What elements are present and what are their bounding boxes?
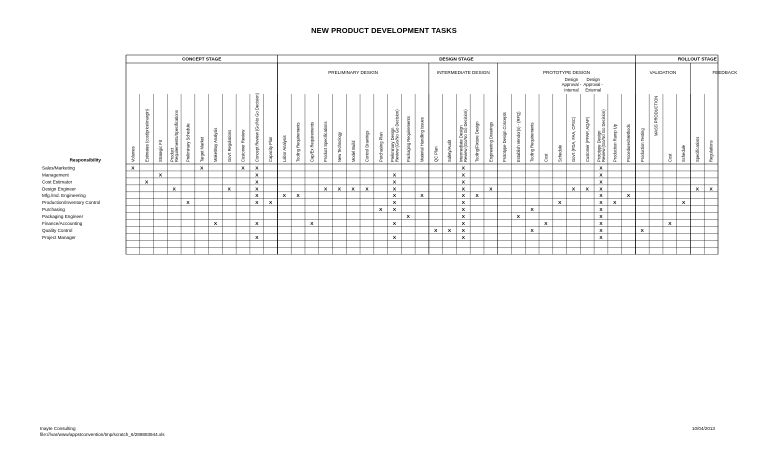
task-mark: X	[310, 222, 314, 227]
stage-label: ROLLOUT STAGE	[677, 56, 717, 62]
column-header: New Technology	[336, 132, 342, 162]
responsibility-label: Responsibility	[69, 157, 101, 163]
row-label: Production/Inventory Control	[42, 200, 101, 206]
task-mark: X	[255, 166, 259, 172]
task-mark: X	[461, 201, 465, 207]
task-mark: X	[255, 180, 259, 186]
column-header: Purchasing Plan	[378, 132, 384, 162]
task-mark: X	[626, 194, 631, 200]
phase-label: PRELIMINARY DESIGN	[328, 70, 379, 75]
column-header: Cap/Ex Requirements	[309, 121, 315, 162]
column-header-line: Product	[169, 147, 175, 162]
stage-label: DESIGN STAGE	[439, 56, 474, 62]
task-mark: X	[392, 201, 397, 207]
task-mark: X	[268, 201, 273, 207]
task-mark: X	[255, 187, 259, 193]
phase-label: INTERMEDIATE DESIGN	[436, 70, 490, 75]
column-header: Labor Analysis	[281, 135, 287, 162]
task-mark: X	[158, 173, 163, 179]
task-mark: X	[406, 215, 410, 221]
row-label: Design Engineer	[42, 186, 76, 192]
task-mark: X	[530, 228, 534, 234]
task-mark: X	[681, 201, 686, 207]
column-header-line: Intermediate Design	[458, 125, 464, 162]
column-header: Strategic Fit	[158, 140, 164, 162]
page-title: NEW PRODUCT DEVELOPMENT TASKS	[311, 26, 457, 35]
column-header: Schedule	[681, 144, 687, 162]
task-mark: X	[599, 222, 603, 227]
task-mark: X	[475, 194, 479, 200]
task-mark: X	[379, 208, 383, 214]
task-mark: X	[392, 222, 397, 227]
task-mark: X	[599, 180, 603, 186]
task-mark: X	[296, 194, 300, 200]
task-mark: X	[530, 208, 534, 214]
approval-external-label: Design	[586, 77, 600, 82]
column-header: Gov't (FDA, FAA, CPSC)	[571, 116, 577, 162]
task-mark: X	[516, 215, 520, 221]
task-mark: X	[461, 180, 465, 186]
task-mark: X	[447, 228, 452, 234]
column-header: Regulations	[708, 140, 714, 162]
task-mark: X	[324, 187, 328, 193]
column-header: Prototype Design Concepts	[502, 112, 508, 162]
column-header: Preliminary Schedule	[185, 123, 191, 162]
approval-external-label: Approval -	[583, 82, 604, 88]
row-label: Quality Control	[42, 227, 73, 233]
column-header: Cost	[543, 153, 549, 162]
task-mark: X	[695, 187, 699, 193]
task-mark: X	[599, 201, 603, 207]
column-header: Model Build	[350, 140, 356, 162]
task-mark: X	[172, 187, 176, 193]
task-mark: X	[640, 228, 644, 234]
row-label: Finance/Accounting	[42, 221, 83, 226]
task-mark: X	[599, 187, 603, 193]
row-label: Purchasing	[42, 207, 65, 213]
task-mark: X	[461, 228, 465, 234]
task-mark: X	[392, 180, 397, 186]
approval-external-label: External	[585, 87, 602, 93]
row-label: Management	[42, 172, 69, 178]
phase-label: VALIDATION	[649, 70, 677, 75]
column-header: Packaging Requirements	[405, 116, 411, 162]
task-mark: X	[461, 222, 465, 227]
task-mark: X	[599, 166, 603, 172]
column-header: Procedures/Methods	[626, 124, 632, 162]
footer-date: 10/04/2013	[692, 426, 715, 431]
column-header: Specifications	[694, 136, 700, 162]
task-mark: X	[255, 173, 259, 179]
row-label: Project Manager	[42, 234, 76, 240]
row-label: Sales/Marketing	[42, 165, 75, 171]
column-header-line: Review (Go/No Go Decision)	[394, 109, 400, 162]
column-header-line: Preliminary Design	[389, 127, 395, 162]
task-mark: X	[461, 235, 465, 241]
column-header: Gov't Regulations	[226, 129, 232, 162]
footer-source	[40, 426, 165, 438]
task-mark: X	[489, 187, 493, 193]
column-header-line: Review (Go/No Go Decision)	[463, 109, 469, 162]
column-header: Control Drawings	[364, 130, 370, 162]
task-mark: X	[599, 173, 603, 179]
footer-company: Inayte Consulting	[40, 426, 76, 431]
task-mark: X	[227, 187, 231, 193]
row-label: Packaging Engineer	[42, 214, 84, 220]
task-mark: X	[392, 187, 397, 193]
task-mark: X	[613, 201, 617, 207]
phase-label: PROTOTYPE DESIGN	[542, 70, 591, 75]
task-mark: X	[282, 194, 286, 200]
task-mark: X	[461, 173, 465, 179]
phase-label: FEEDBACK	[712, 70, 738, 75]
task-mark: X	[131, 166, 135, 172]
task-mark: X	[599, 228, 603, 234]
task-mark: X	[461, 208, 465, 214]
row-label: Cost Estimator	[42, 179, 73, 185]
column-header-line: Review (Go/No Go Decision)	[600, 109, 606, 162]
column-header	[390, 109, 399, 162]
column-header: MASS PRODUCTION	[653, 95, 659, 136]
task-mark: X	[461, 215, 465, 221]
column-header: Tooling Requirements	[529, 122, 535, 162]
task-mark: X	[461, 187, 465, 193]
task-mark: X	[255, 201, 259, 207]
task-mark: X	[255, 235, 259, 241]
column-header: Customer Review	[240, 129, 246, 162]
column-header: Material Handling Issues	[419, 117, 425, 162]
approval-internal-label: Design	[564, 77, 579, 82]
column-header: Target Market	[199, 136, 205, 162]
task-mark: X	[365, 187, 369, 193]
column-header	[596, 109, 605, 162]
task-mark: X	[392, 173, 397, 179]
column-header: Production Testing	[639, 128, 645, 162]
task-mark: X	[351, 187, 355, 193]
task-mark: X	[599, 235, 603, 241]
column-header: Schedule	[557, 144, 563, 162]
task-mark: X	[392, 208, 397, 214]
task-mark: X	[420, 194, 424, 200]
task-mark: X	[599, 208, 603, 214]
approval-internal-label: Internal	[564, 87, 579, 93]
task-mark: X	[392, 194, 397, 200]
task-mark: X	[392, 235, 397, 241]
column-header: Establish Vendor(s) - (RFQ)	[515, 111, 521, 162]
task-mark: X	[145, 180, 149, 186]
task-mark: X	[558, 201, 562, 207]
footer-file-path: file:///var/www/appstconvention/tmp/scratch_6/288883944.xls	[40, 432, 165, 437]
column-header-line: Requirements/Specifications	[173, 110, 179, 162]
task-mark: X	[668, 222, 672, 227]
task-mark: X	[599, 194, 603, 200]
column-header	[170, 110, 179, 162]
column-header	[459, 109, 468, 162]
task-mark: X	[544, 222, 548, 227]
column-header: Cost	[667, 153, 673, 162]
task-mark: X	[255, 222, 259, 227]
column-header-line: Prototype Design	[596, 130, 602, 162]
task-mark: X	[213, 222, 218, 227]
task-mark: X	[241, 166, 245, 172]
row-label: Mfg./Ind. Engineering	[42, 193, 86, 199]
column-header: Production Ramp Up	[612, 124, 618, 162]
task-mark: X	[599, 215, 603, 221]
task-mark: X	[337, 187, 341, 193]
column-header: Customer (PPAP, AQAP)	[584, 116, 590, 162]
task-mark: X	[571, 187, 576, 193]
column-header: Tooling/Fixture Design	[474, 121, 480, 162]
column-header: Safety/Audit	[447, 139, 453, 162]
task-mark: X	[255, 194, 259, 200]
column-header: Estimates (cost/price/margin)	[144, 108, 150, 162]
task-mark: X	[461, 194, 465, 200]
column-header: Make/Buy Analysis	[213, 127, 219, 162]
column-header: Concept Review (Go/No Go Decision)	[254, 93, 260, 162]
task-mark: X	[709, 187, 713, 193]
column-header: QC Plan	[433, 146, 439, 162]
task-mark: X	[461, 166, 465, 172]
column-header: Capacity Plan	[268, 136, 274, 162]
column-header: Engineering Drawings	[488, 121, 494, 162]
task-mark: X	[434, 228, 438, 234]
task-mark: X	[186, 201, 190, 207]
approval-internal-label: Approval -	[561, 82, 582, 88]
stage-label: CONCEPT STAGE	[182, 56, 222, 62]
column-header: Volumes	[130, 146, 136, 162]
task-mark: X	[200, 166, 204, 172]
column-header: Tooling Requirements	[295, 122, 301, 162]
column-header: Product Specifications	[323, 121, 329, 162]
task-mark: X	[585, 187, 589, 193]
